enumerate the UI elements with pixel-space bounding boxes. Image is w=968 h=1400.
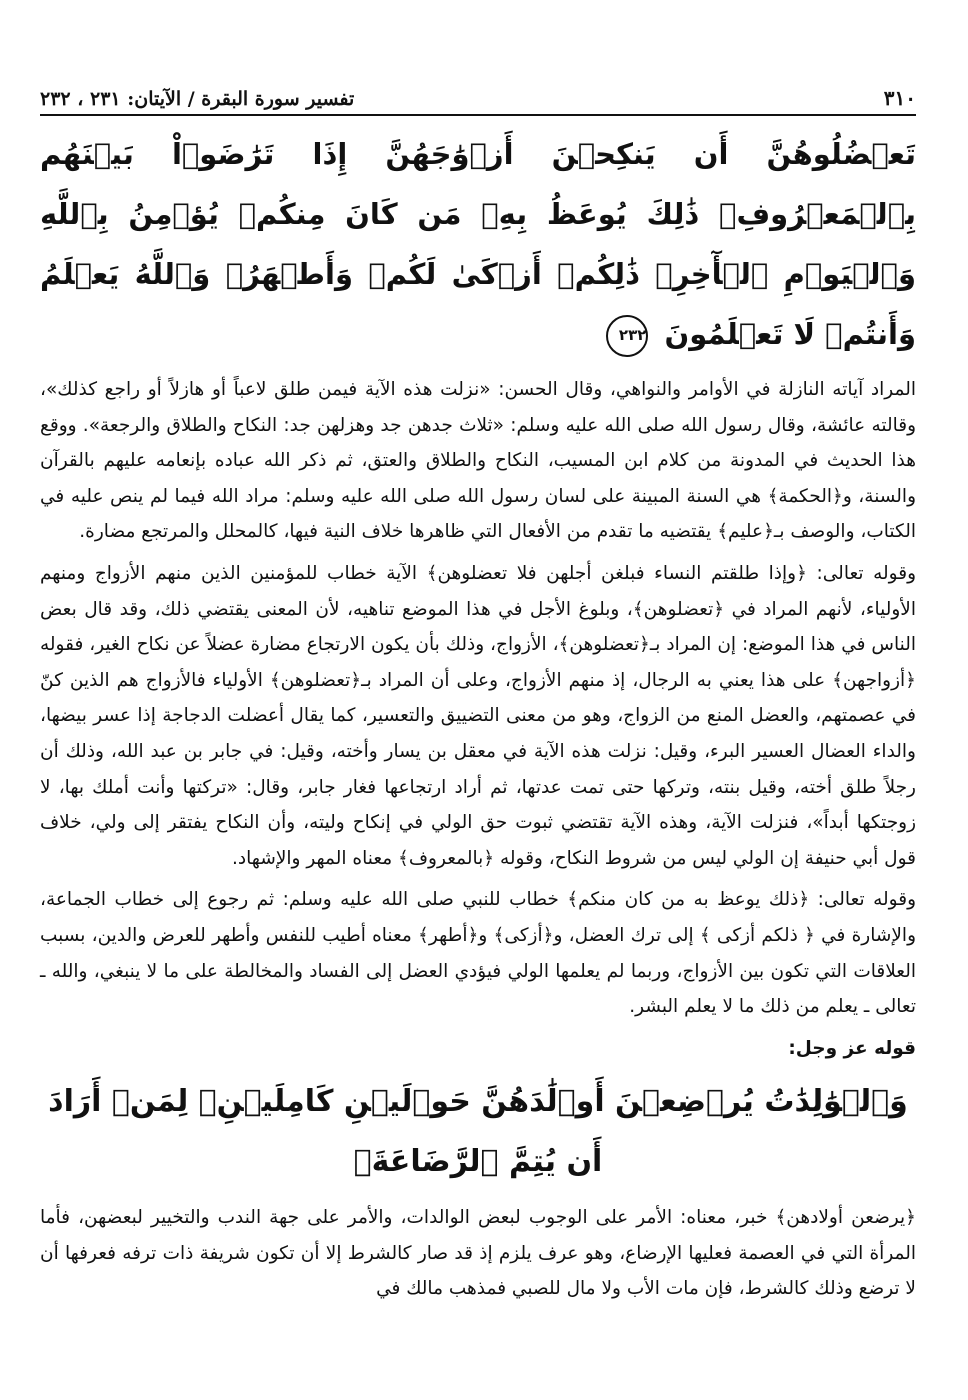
running-title: تفسير سورة البقرة / الآيتان: ٢٣١ ، ٢٣٢ (40, 88, 355, 110)
commentary-paragraph-last: ﴿يرضعن أولادهن﴾ خبر، معناه: الأمر على الوجوب لبعض الوالدات، والأمر على جهة الندب والتخيير لبعضهن، فأما المرأة التي في العصمة فعليها الإرضاع، وهو عرف يلزم إذ قد صار كالشرط إلا أن تكون شريفة ذات ترفه فعرفها أن لا ترضع وذلك كالشرط، فإن مات الأب ولا مال للصبي فمذهب مالك في (40, 1207, 916, 1300)
page-header (40, 82, 916, 116)
section-intro: قوله عز وجل: (788, 1037, 916, 1059)
commentary-paragraph-1: المراد آياته النازلة في الأوامر والنواهي، وقال الحسن: «نزلت هذه الآية فيمن طلق لاعباً أو هازلاً أو راجع كذلك»، وقالته عائشة، وقال رسول الله صلى الله عليه وسلم: «ثلاث جدهن جد وهزلهن جد: النكاح والطلاق والرجعة». ووقع هذا الحديث في المدونة من كلام ابن المسيب، النكاح والطلاق والعتق، ثم ذكر الله عباده بإنعامه عليهم بالقرآن والسنة، و﴿الحكمة﴾ هي السنة المبينة على لسان رسول الله صلى الله عليه وسلم: مراد الله فيما لم ينص عليه في الكتاب، والوصف بـ﴿عليم﴾ يقتضيه ما تقدم من الأفعال التي ظاهرها خلاف النية فيها، كالمحلل والمرتجع مضارة. (40, 379, 916, 543)
quran-verse-232 (40, 124, 916, 364)
commentary-paragraph-2: وقوله تعالى: ﴿وإذا طلقتم النساء فبلغن أجلهن فلا تعضلوهن﴾ الآية خطاب للمؤمنين الذين منهم الأزواج ومنهم الأولياء، لأنهم المراد في ﴿تعضلوهن﴾، وبلوغ الأجل في هذا الموضع تناهيه، لأن المعنى يقتضي ذلك، وقد قال بعض الناس في هذا الموضع: إن المراد بـ﴿تعضلوهن﴾، الأزواج، وذلك بأن يكون الارتجاع مضارة عضلاً عن نكاح الغير، فقوله ﴿أزواجهن﴾ على هذا يعني به الرجال، إذ منهم الأزواج، وعلى أن المراد بـ﴿تعضلوهن﴾ الأولياء فالأزواج هم الذين كنّ في عصمتهم، والعضل المنع من الزواج، وهو من معنى التضييق والتعسير، كما يقال أعضلت الدجاجة إذا عسر بيضها، والداء العضال العسير البرء، وقيل: نزلت هذه الآية في معقل بن يسار وأخته، وقيل: في جابر بن عبد الله، وذلك أن رجلاً طلق أخته، وقيل بنته، وتركها حتى تمت عدتها، ثم أراد ارتجاعها فغار جابر، وقال: «تركتها وأنت أملك بها، لا زوجتكها أبداً»، فنزلت الآية، وهذه الآية تقتضي ثبوت حق الولي في إنكاح وليته، وأن النكاح يفتقر إلى ولي، خلاف قول أبي حنيفة إن الولي ليس من شروط النكاح، وقوله ﴿بالمعروف﴾ معناه المهر والإشهاد. (40, 562, 916, 869)
page-number: ٣١٠ (883, 86, 916, 110)
quran-verse-233: وَٱلۡوَٰلِدَٰتُ يُرۡضِعۡنَ أَوۡلَٰدَهُنَّ حَوۡلَيۡنِ كَامِلَيۡنِۖ لِمَنۡ أَرَادَ أَن يُتِمَّ ٱلرَّضَاعَةَۚ (48, 1084, 908, 1180)
verse-text: تَعۡضُلُوهُنَّ أَن يَنكِحۡنَ أَزۡوَٰجَهُنَّ إِذَا تَرَٰضَوۡاْ بَيۡنَهُم بِٱلۡمَعۡرُوفِۗ ذَٰلِكَ يُوعَظُ بِهِۦ مَن كَانَ مِنكُمۡ يُؤۡمِنُ بِٱللَّهِ وَٱلۡيَوۡمِ ٱلۡأٓخِرِۗ ذَٰلِكُمۡ أَزۡكَىٰ لَكُمۡ وَأَطۡهَرُۚ وَٱللَّهُ يَعۡلَمُ وَأَنتُمۡ لَا تَعۡلَمُونَ (40, 137, 916, 351)
commentary-paragraph-3: وقوله تعالى: ﴿ذلك يوعظ به من كان منكم﴾ خطاب للنبي صلى الله عليه وسلم: ثم رجوع إلى خطاب الجماعة، والإشارة في ﴿ ذلكم أزكى ﴾ إلى ترك العضل، و﴿أزكى﴾ و﴿أطهر﴾ معناه أطيب للنفس وأطهر للعرض والدين، بسبب العلاقات التي تكون بين الأزواج، وربما لم يعلمها الولي فيؤدي العضل إلى الفساد والمخالطة على ما لا ينبغي، والله ـ تعالى ـ يعلم من ذلك ما لا يعلم البشر. (40, 889, 916, 1018)
ayah-number-marker: ٢٣٢ (606, 315, 648, 357)
